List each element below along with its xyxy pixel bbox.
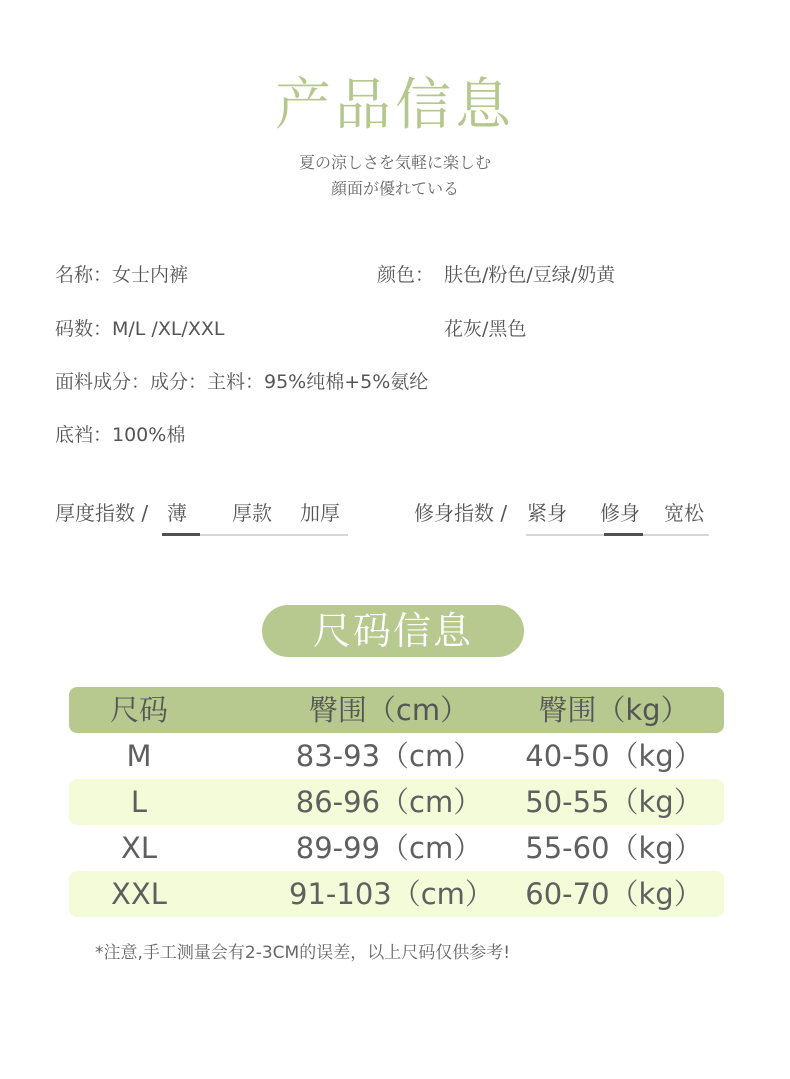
fit-label: 修身指数 / [414,501,508,525]
fit-option-slim: 修身 [600,501,640,525]
weight-cell: 50-55（kg） [525,785,703,819]
thickness-option-extra-thick: 加厚 [300,501,340,525]
fit-option-loose: 宽松 [664,501,704,525]
header-hip: 臀围（cm） [308,693,470,727]
size-cell: L [130,785,148,819]
subtitle-line-2: 顔面が優れている [330,179,459,198]
thickness-option-thick: 厚款 [232,501,272,525]
product-fabric: 面料成分：成分：主料：95%纯棉+5%氨纶 [55,371,429,393]
size-section-title: 尺码信息 [262,605,524,657]
hip-cell: 86-96（cm） [295,785,483,819]
header-weight: 臀围（kg） [538,693,690,727]
color-values-line-1: 肤色/粉色/豆绿/奶黄 [444,264,616,286]
hip-cell: 83-93（cm） [295,739,483,773]
thickness-label: 厚度指数 / [55,501,149,525]
size-cell: XL [120,831,158,865]
product-size: 码数：M/L /XL/XXL [55,318,225,340]
table-row [69,779,724,825]
size-table-header [69,687,724,733]
table-row [69,871,724,917]
weight-cell: 55-60（kg） [525,831,703,865]
header-size: 尺码 [109,693,168,727]
thickness-option-thin: 薄 [167,501,187,525]
table-row [69,825,724,871]
product-crotch: 底裆：100%棉 [55,424,186,446]
size-cell: M [126,739,152,773]
thickness-selected-marker [162,533,200,536]
size-cell: XXL [111,877,167,911]
subtitle-line-1: 夏の涼しさを気軽に楽しむ [298,153,491,172]
fit-selected-marker [604,533,643,536]
fit-option-tight: 紧身 [527,501,567,525]
color-label: 颜色： [377,264,435,286]
page-title: 产品信息 [275,73,515,138]
hip-cell: 89-99（cm） [295,831,483,865]
size-table [69,687,724,917]
product-name: 名称：女士内裤 [55,264,189,286]
weight-cell: 40-50（kg） [525,739,703,773]
color-values-line-2: 花灰/黑色 [444,318,527,340]
hip-cell: 91-103（cm） [289,877,494,911]
table-row [69,733,724,779]
weight-cell: 60-70（kg） [525,877,703,911]
measurement-note: *注意,手工测量会有2-3CM的误差，以上尺码仅供参考! [95,943,511,963]
